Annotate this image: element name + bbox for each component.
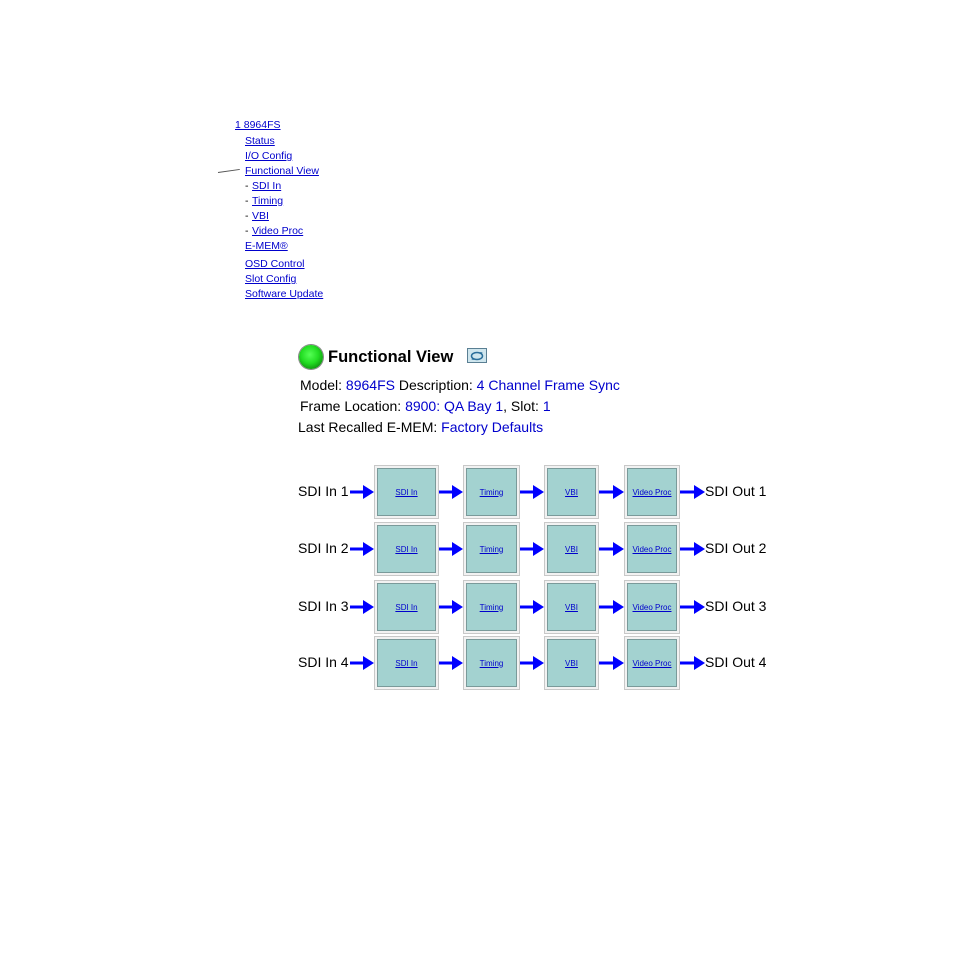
output-label: SDI Out 3 (705, 598, 767, 614)
slot-value: 1 (542, 398, 551, 414)
flow-arrow (439, 656, 463, 670)
nav-video-proc-link[interactable]: Video Proc (252, 225, 304, 237)
block-face (627, 639, 677, 687)
vbi-block-link[interactable]: VBI (565, 602, 578, 612)
video-proc-block (624, 636, 680, 690)
video-proc-block (624, 522, 680, 576)
status-led-icon (299, 345, 323, 369)
input-arrow (350, 656, 374, 670)
page-title: Functional View (328, 348, 454, 366)
input-arrow (350, 542, 374, 556)
sdi-in-block (374, 522, 439, 576)
block-face (547, 468, 596, 516)
sdi-in-block-link[interactable]: SDI In (395, 602, 418, 612)
input-label: SDI In 3 (298, 598, 349, 614)
model-line (300, 377, 620, 393)
nav-functional-view-link[interactable]: Functional View (245, 165, 319, 177)
block-face (466, 639, 517, 687)
nav-sdi-in-prefix: - (245, 180, 249, 192)
nav-timing-prefix: - (245, 195, 249, 207)
timing-block (463, 636, 520, 690)
output-arrow (680, 485, 705, 499)
last-recalled-line (298, 419, 543, 435)
nav-video-proc-prefix: - (245, 225, 249, 237)
sdi-in-block-link[interactable]: SDI In (395, 487, 418, 497)
nav-vbi-link[interactable]: VBI (252, 210, 269, 222)
output-arrow (680, 542, 705, 556)
sdi-in-block-link[interactable]: SDI In (395, 658, 418, 668)
frame-location-value: 8900: QA Bay 1 (405, 398, 504, 414)
video-proc-block-link[interactable]: Video Proc (632, 544, 672, 554)
block-face (627, 468, 677, 516)
nav-status-link[interactable]: Status (245, 135, 275, 147)
video-proc-block (624, 580, 680, 634)
timing-block (463, 522, 520, 576)
block-face (547, 639, 596, 687)
flow-arrow (439, 542, 463, 556)
input-label: SDI In 1 (298, 483, 349, 499)
block-face (377, 525, 436, 573)
nav-io-config-link[interactable]: I/O Config (245, 150, 293, 162)
block-face (466, 583, 517, 631)
flow-arrow (599, 542, 624, 556)
block-face (627, 583, 677, 631)
description-label: Description: (398, 377, 473, 393)
block-face (466, 468, 517, 516)
frame-location-line (300, 398, 551, 414)
output-arrow (680, 656, 705, 670)
block-face (547, 583, 596, 631)
timing-block (463, 465, 520, 519)
video-proc-block-link[interactable]: Video Proc (632, 658, 672, 668)
input-arrow (350, 600, 374, 614)
nav-emem-link[interactable]: E-MEM® (245, 240, 288, 252)
flow-arrow (439, 485, 463, 499)
nav-timing-link[interactable]: Timing (252, 195, 284, 207)
slot-label: , Slot: (503, 398, 539, 414)
input-arrow (350, 485, 374, 499)
sdi-in-block-link[interactable]: SDI In (395, 544, 418, 554)
timing-block (463, 580, 520, 634)
output-label: SDI Out 4 (705, 654, 767, 670)
output-label: SDI Out 2 (705, 540, 767, 556)
video-proc-block-link[interactable]: Video Proc (632, 602, 672, 612)
nav-vbi-prefix: - (245, 210, 249, 222)
timing-block-link[interactable]: Timing (479, 544, 504, 554)
input-label: SDI In 2 (298, 540, 349, 556)
flow-arrow (520, 542, 544, 556)
flow-arrow (599, 656, 624, 670)
vbi-block (544, 522, 599, 576)
timing-block-link[interactable]: Timing (479, 487, 504, 497)
block-face (377, 583, 436, 631)
nav-software-update-link[interactable]: Software Update (245, 288, 324, 300)
last-recalled-label: Last Recalled E-MEM: (298, 419, 438, 435)
current-page-pointer (218, 169, 240, 173)
video-proc-block (624, 465, 680, 519)
sdi-in-block (374, 636, 439, 690)
sdi-in-block (374, 465, 439, 519)
flow-arrow (599, 600, 624, 614)
timing-block-link[interactable]: Timing (479, 602, 504, 612)
block-face (377, 468, 436, 516)
flow-arrow (599, 485, 624, 499)
frame-location-label: Frame Location: (300, 398, 402, 414)
sdi-in-block (374, 580, 439, 634)
timing-block-link[interactable]: Timing (479, 658, 504, 668)
output-label: SDI Out 1 (705, 483, 767, 499)
nav-sdi-in-link[interactable]: SDI In (252, 180, 282, 192)
vbi-block (544, 636, 599, 690)
flow-arrow (520, 485, 544, 499)
refresh-icon[interactable] (467, 348, 487, 363)
nav-osd-control-link[interactable]: OSD Control (245, 258, 305, 270)
flow-arrow (439, 600, 463, 614)
nav-slot-config-link[interactable]: Slot Config (245, 273, 297, 285)
input-label: SDI In 4 (298, 654, 349, 670)
model-value: 8964FS (345, 377, 395, 393)
block-face (466, 525, 517, 573)
last-recalled-value: Factory Defaults (441, 419, 544, 435)
description-value: 4 Channel Frame Sync (476, 377, 620, 393)
nav-root-link[interactable]: 1 8964FS (235, 119, 281, 131)
vbi-block (544, 465, 599, 519)
output-arrow (680, 600, 705, 614)
vbi-block (544, 580, 599, 634)
flow-arrow (520, 600, 544, 614)
block-face (377, 639, 436, 687)
model-label: Model: (300, 377, 343, 393)
block-face (627, 525, 677, 573)
vbi-block-link[interactable]: VBI (565, 658, 578, 668)
video-proc-block-link[interactable]: Video Proc (632, 487, 672, 497)
block-face (547, 525, 596, 573)
vbi-block-link[interactable]: VBI (565, 544, 578, 554)
vbi-block-link[interactable]: VBI (565, 487, 578, 497)
flow-arrow (520, 656, 544, 670)
